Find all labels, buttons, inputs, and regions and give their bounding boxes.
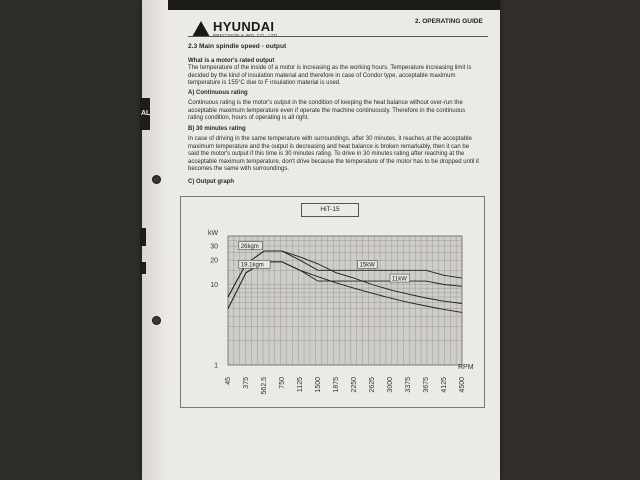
x-axis-label: RPM bbox=[458, 364, 474, 371]
section-title: 2. OPERATING GUIDE bbox=[415, 18, 483, 25]
y-tick-label: 20 bbox=[210, 257, 218, 265]
brand-name: HYUNDAI bbox=[213, 19, 275, 34]
x-tick-label: 2250 bbox=[351, 377, 358, 393]
x-tick-label: 750 bbox=[279, 377, 286, 389]
index-tab-label: AL bbox=[141, 110, 151, 117]
x-tick-label: 45 bbox=[225, 377, 232, 385]
x-tick-label: 4125 bbox=[441, 377, 448, 393]
x-tick-label: 3675 bbox=[423, 377, 430, 393]
y-tick-label: 10 bbox=[210, 281, 218, 289]
paragraph-line: becomes the same with surroundings. bbox=[188, 166, 290, 173]
paragraph-line: rating condition, hours of operating is all right. bbox=[188, 115, 310, 122]
x-tick-label: 3375 bbox=[405, 377, 412, 393]
paragraph-line: The temperature of the inside of a motor is increasing as the working hours. Temperature increasing limit is bbox=[188, 65, 472, 71]
paragraph-line: temperature is 155°C due to F insulation material is used. bbox=[188, 80, 341, 87]
y-tick-label: 30 bbox=[210, 243, 218, 251]
paragraph-line: In case of driving in the same temperature with surroundings, after 30 minutes, it reaches at the acceptable bbox=[188, 136, 472, 142]
x-tick-label: 4500 bbox=[459, 377, 466, 393]
paragraph-line: acceptable maximum temperature even if operate the machine continuously. Therefore in the continuous bbox=[188, 107, 466, 114]
x-tick-label: 1875 bbox=[333, 377, 340, 393]
paragraph-line: maximum temperature and the output is decreasing and heat balance is broken remarkably, then it can be bbox=[188, 143, 470, 150]
section-heading: 2.3 Main spindle speed - output bbox=[188, 43, 287, 50]
annotation-label: 19.1kgm bbox=[240, 262, 264, 269]
x-tick-label: 2625 bbox=[369, 377, 376, 393]
x-tick-label: 1500 bbox=[315, 377, 322, 393]
thirty-minute-rating-heading: B) 30 minutes rating bbox=[188, 126, 246, 132]
output-graph-heading: C) Output graph bbox=[188, 179, 234, 185]
annotation-label: 15kW bbox=[359, 262, 375, 269]
x-tick-label: 3000 bbox=[387, 377, 394, 393]
x-tick-label: 562.5 bbox=[261, 377, 268, 395]
y-axis-label: kW bbox=[208, 230, 219, 237]
annotation-label: 26kgm bbox=[240, 243, 259, 250]
paragraph-line: said the motor's output if this time is 30 minutes rating. To drive in 30 minutes rating after reaching at the bbox=[188, 151, 465, 158]
y-tick-label: 1 bbox=[214, 362, 218, 370]
continuous-rating-heading: A) Continuous rating bbox=[188, 90, 248, 96]
paragraph-line: Continuous rating is the motor's output in the condition of keeping the heat balance without over-run the bbox=[188, 100, 463, 106]
x-tick-label: 1125 bbox=[297, 377, 304, 393]
paragraph-line: decided by the kind of insulation material and therefore in case of Condor type, acceptable maximum bbox=[188, 72, 456, 79]
chart-grid bbox=[228, 236, 462, 365]
x-tick-label: 375 bbox=[243, 377, 250, 389]
annotation-label: 11kW bbox=[392, 276, 407, 283]
question-heading: What is a motor's rated output bbox=[188, 58, 275, 64]
chart-title: HiT-15 bbox=[301, 203, 359, 217]
paragraph-line: acceptable maximum temperature, don't drive because the temperature of the motor has to be dropped until it bbox=[188, 158, 479, 165]
